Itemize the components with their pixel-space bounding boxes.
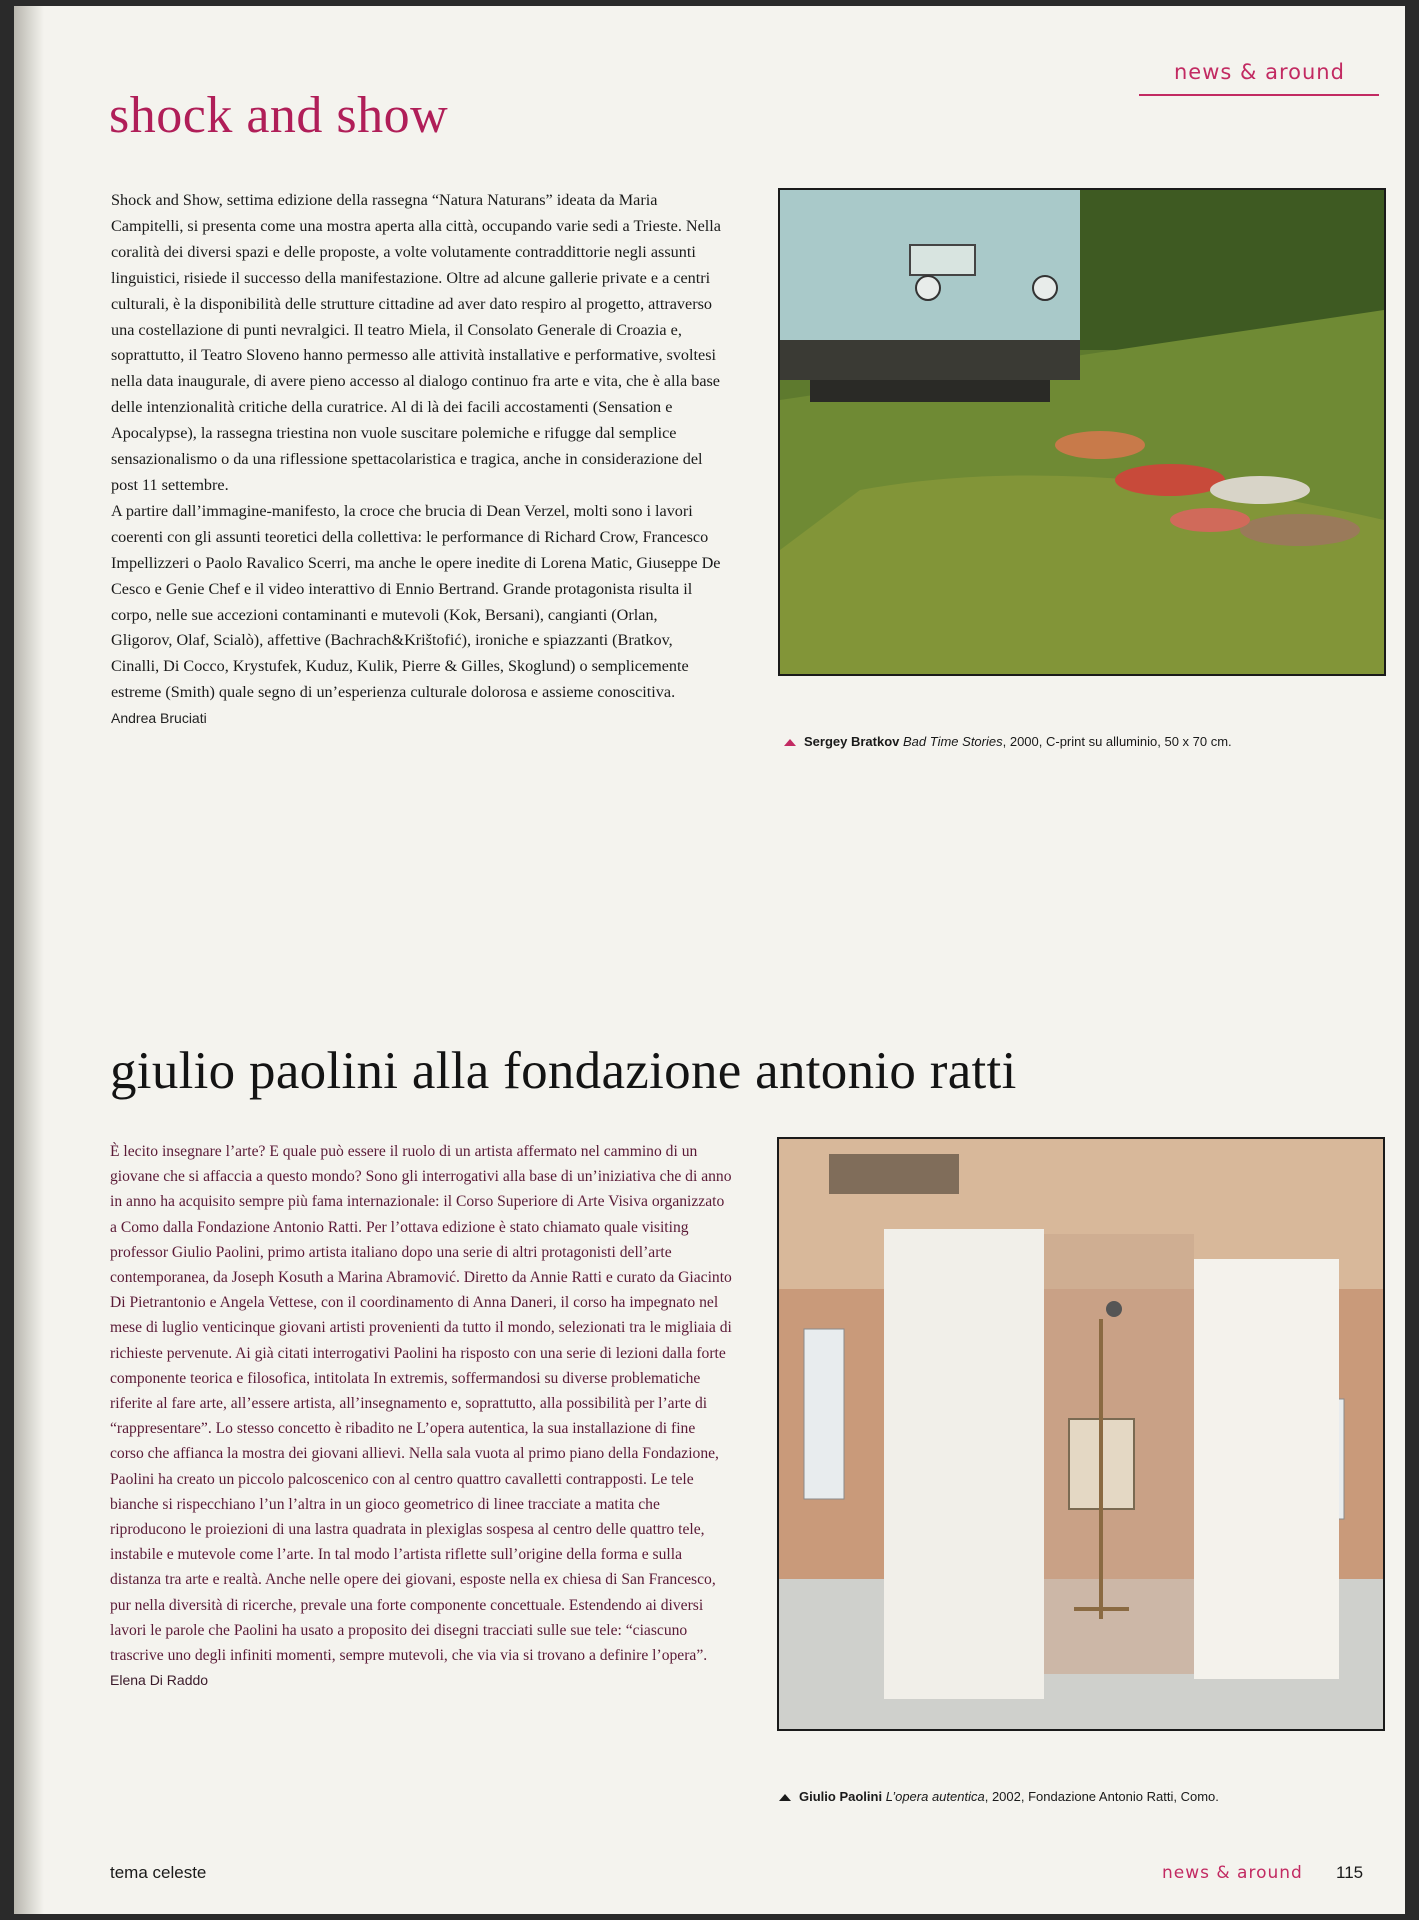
caption-triangle-icon	[784, 739, 796, 746]
caption-triangle-icon	[779, 1794, 791, 1801]
caption-artist: Sergey Bratkov	[804, 734, 900, 749]
author-byline: Andrea Bruciati	[111, 710, 207, 727]
paragraph: A partire dall’immagine-manifesto, la croce che brucia di Dean Verzel, molti sono i lavori coerenti con gli assunti teoretici della collettiva: le performance di Richard Crow, Francesco Impellizzeri o Paolo Ravalico Scerri, ma anche le opere inedite di Lorena Matic, Giuseppe De Cesco e Genie Chef e il video interattivo di Ennio Bertrand. Grande protagonista risulta il corpo, nelle sue accezioni contaminanti e mutevoli (Kok, Bersani), cangianti (Orlan, Gligorov, Olaf, Scialò), affettive (Bachrach&Krištofić), ironiche e spiazzanti (Bratkov, Cinalli, Di Cocco, Krystufek, Kuduz, Kulik, Pierre & Gilles, Skoglund) o semplicemente estreme (Smith) quale segno di un’esperienza culturale dolorosa e assieme conoscitiva.	[111, 501, 721, 702]
photo-illustration	[779, 1139, 1383, 1729]
author-byline: Elena Di Raddo	[110, 1672, 209, 1689]
binding-shadow	[14, 6, 44, 1914]
photo-caption-paolini	[779, 1789, 1219, 1804]
section-tag: news & around	[1174, 60, 1345, 84]
photo-illustration	[780, 190, 1384, 674]
footer-section-tag: news & around	[1162, 1863, 1303, 1883]
paragraph: Shock and Show, settima edizione della rassegna “Natura Naturans” ideata da Maria Campitelli, si presenta come una mostra aperta alla città, occupando varie sedi a Trieste. Nella coralità dei diversi spazi e delle proposte, a volte volutamente contraddittorie negli assunti linguistici, risiede il successo della manifestazione. Oltre ad alcune gallerie private e a centri culturali, è la disponibilità delle strutture cittadine ad aver dato respiro al progetto, attraverso una costellazione di punti nevralgici. Il teatro Miela, il Consolato Generale di Croazia e, soprattutto, il Teatro Sloveno hanno permesso alle attività installative e performative, svoltesi nella data inaugurale, di avere pieno accesso al dialogo continuo fra arte e vita, che è alla base delle intenzionalità critiche della curatrice. Al di là dei facili accostamenti (Sensation e Apocalypse), la rassegna triestina non vuole suscitare polemiche e rifugge dal semplice sensazionalismo o da una riflessione spettacolaristica e tragica, anche in considerazione del post 11 settembre.	[111, 191, 721, 494]
magazine-page	[14, 6, 1405, 1914]
caption-work-title: Bad Time Stories	[903, 734, 1003, 749]
article-title-paolini: giulio paolini alla fondazione antonio ratti	[110, 1042, 1017, 1100]
footer-magazine-name: tema celeste	[110, 1863, 207, 1882]
article-body-shock-and-show	[111, 188, 721, 732]
caption-details: , 2000, C-print su alluminio, 50 x 70 cm.	[1002, 734, 1232, 749]
caption-work-title: L’opera autentica	[885, 1789, 985, 1804]
page-number: 115	[1336, 1863, 1364, 1882]
article-body-paolini	[110, 1139, 732, 1693]
article-title-shock-and-show: shock and show	[109, 87, 449, 144]
photo-caption-bratkov	[784, 734, 1232, 749]
paragraph: È lecito insegnare l’arte? E quale può essere il ruolo di un artista affermato nel cammino di un giovane che si affaccia a questo mondo? Sono gli interrogativi alla base di un’iniziativa che di anno in anno ha acquisito sempre più fama internazionale: il Corso Superiore di Arte Visiva organizzato a Como dalla Fondazione Antonio Ratti. Per l’ottava edizione è stato chiamato quale visiting professor Giulio Paolini, primo artista italiano dopo una serie di altri protagonisti dell’arte contemporanea, da Joseph Kosuth a Marina Abramović. Diretto da Annie Ratti e curato da Giacinto Di Pietrantonio e Angela Vettese, con il coordinamento di Anna Daneri, il corso ha impegnato nel mese di luglio venticinque giovani artisti provenienti da tutto il mondo, selezionati tra le migliaia di richieste pervenute. Ai già citati interrogativi Paolini ha risposto con una serie di lezioni dalla forte componente teorica e filosofica, intitolata In extremis, soffermandosi su diverse problematiche riferite al fare arte, all’essere artista, all’insegnamento e, soprattutto, alla possibilità per l’arte di “rappresentare”. Lo stesso concetto è ribadito ne L’opera autentica, la sua installazione di fine corso che affianca la mostra dei giovani allievi. Nella sala vuota al primo piano della Fondazione, Paolini ha creato un piccolo palcoscenico con al centro quattro cavalletti contrapposti. Le tele bianche si rispecchiano l’un l’altra in un gioco geometrico di linee tracciate a matita che riproducono le proiezioni di una lastra quadrata in plexiglas sospesa al centro delle quattro tele, instabile e mutevole come l’arte. In tal modo l’artista riflette sull’origine della forma e sulla distanza tra arte e realtà. Anche nelle opere dei giovani, esposte nella ex chiesa di San Francesco, pur nella diversità di ricerche, prevale una forte componente concettuale. Estendendo ai diversi lavori le parole che Paolini ha usato a proposito dei disegni tracciati sulle sue tele: “ciascuno trascrive uno degli infiniti momenti, sempre mutevoli, che via via si trovano a definire l’opera”.	[110, 1143, 732, 1665]
caption-details: , 2002, Fondazione Antonio Ratti, Como.	[984, 1789, 1219, 1804]
section-rule	[1139, 94, 1379, 96]
photo-train-scene	[778, 188, 1386, 676]
photo-gallery-installation	[777, 1137, 1385, 1731]
caption-artist: Giulio Paolini	[799, 1789, 883, 1804]
